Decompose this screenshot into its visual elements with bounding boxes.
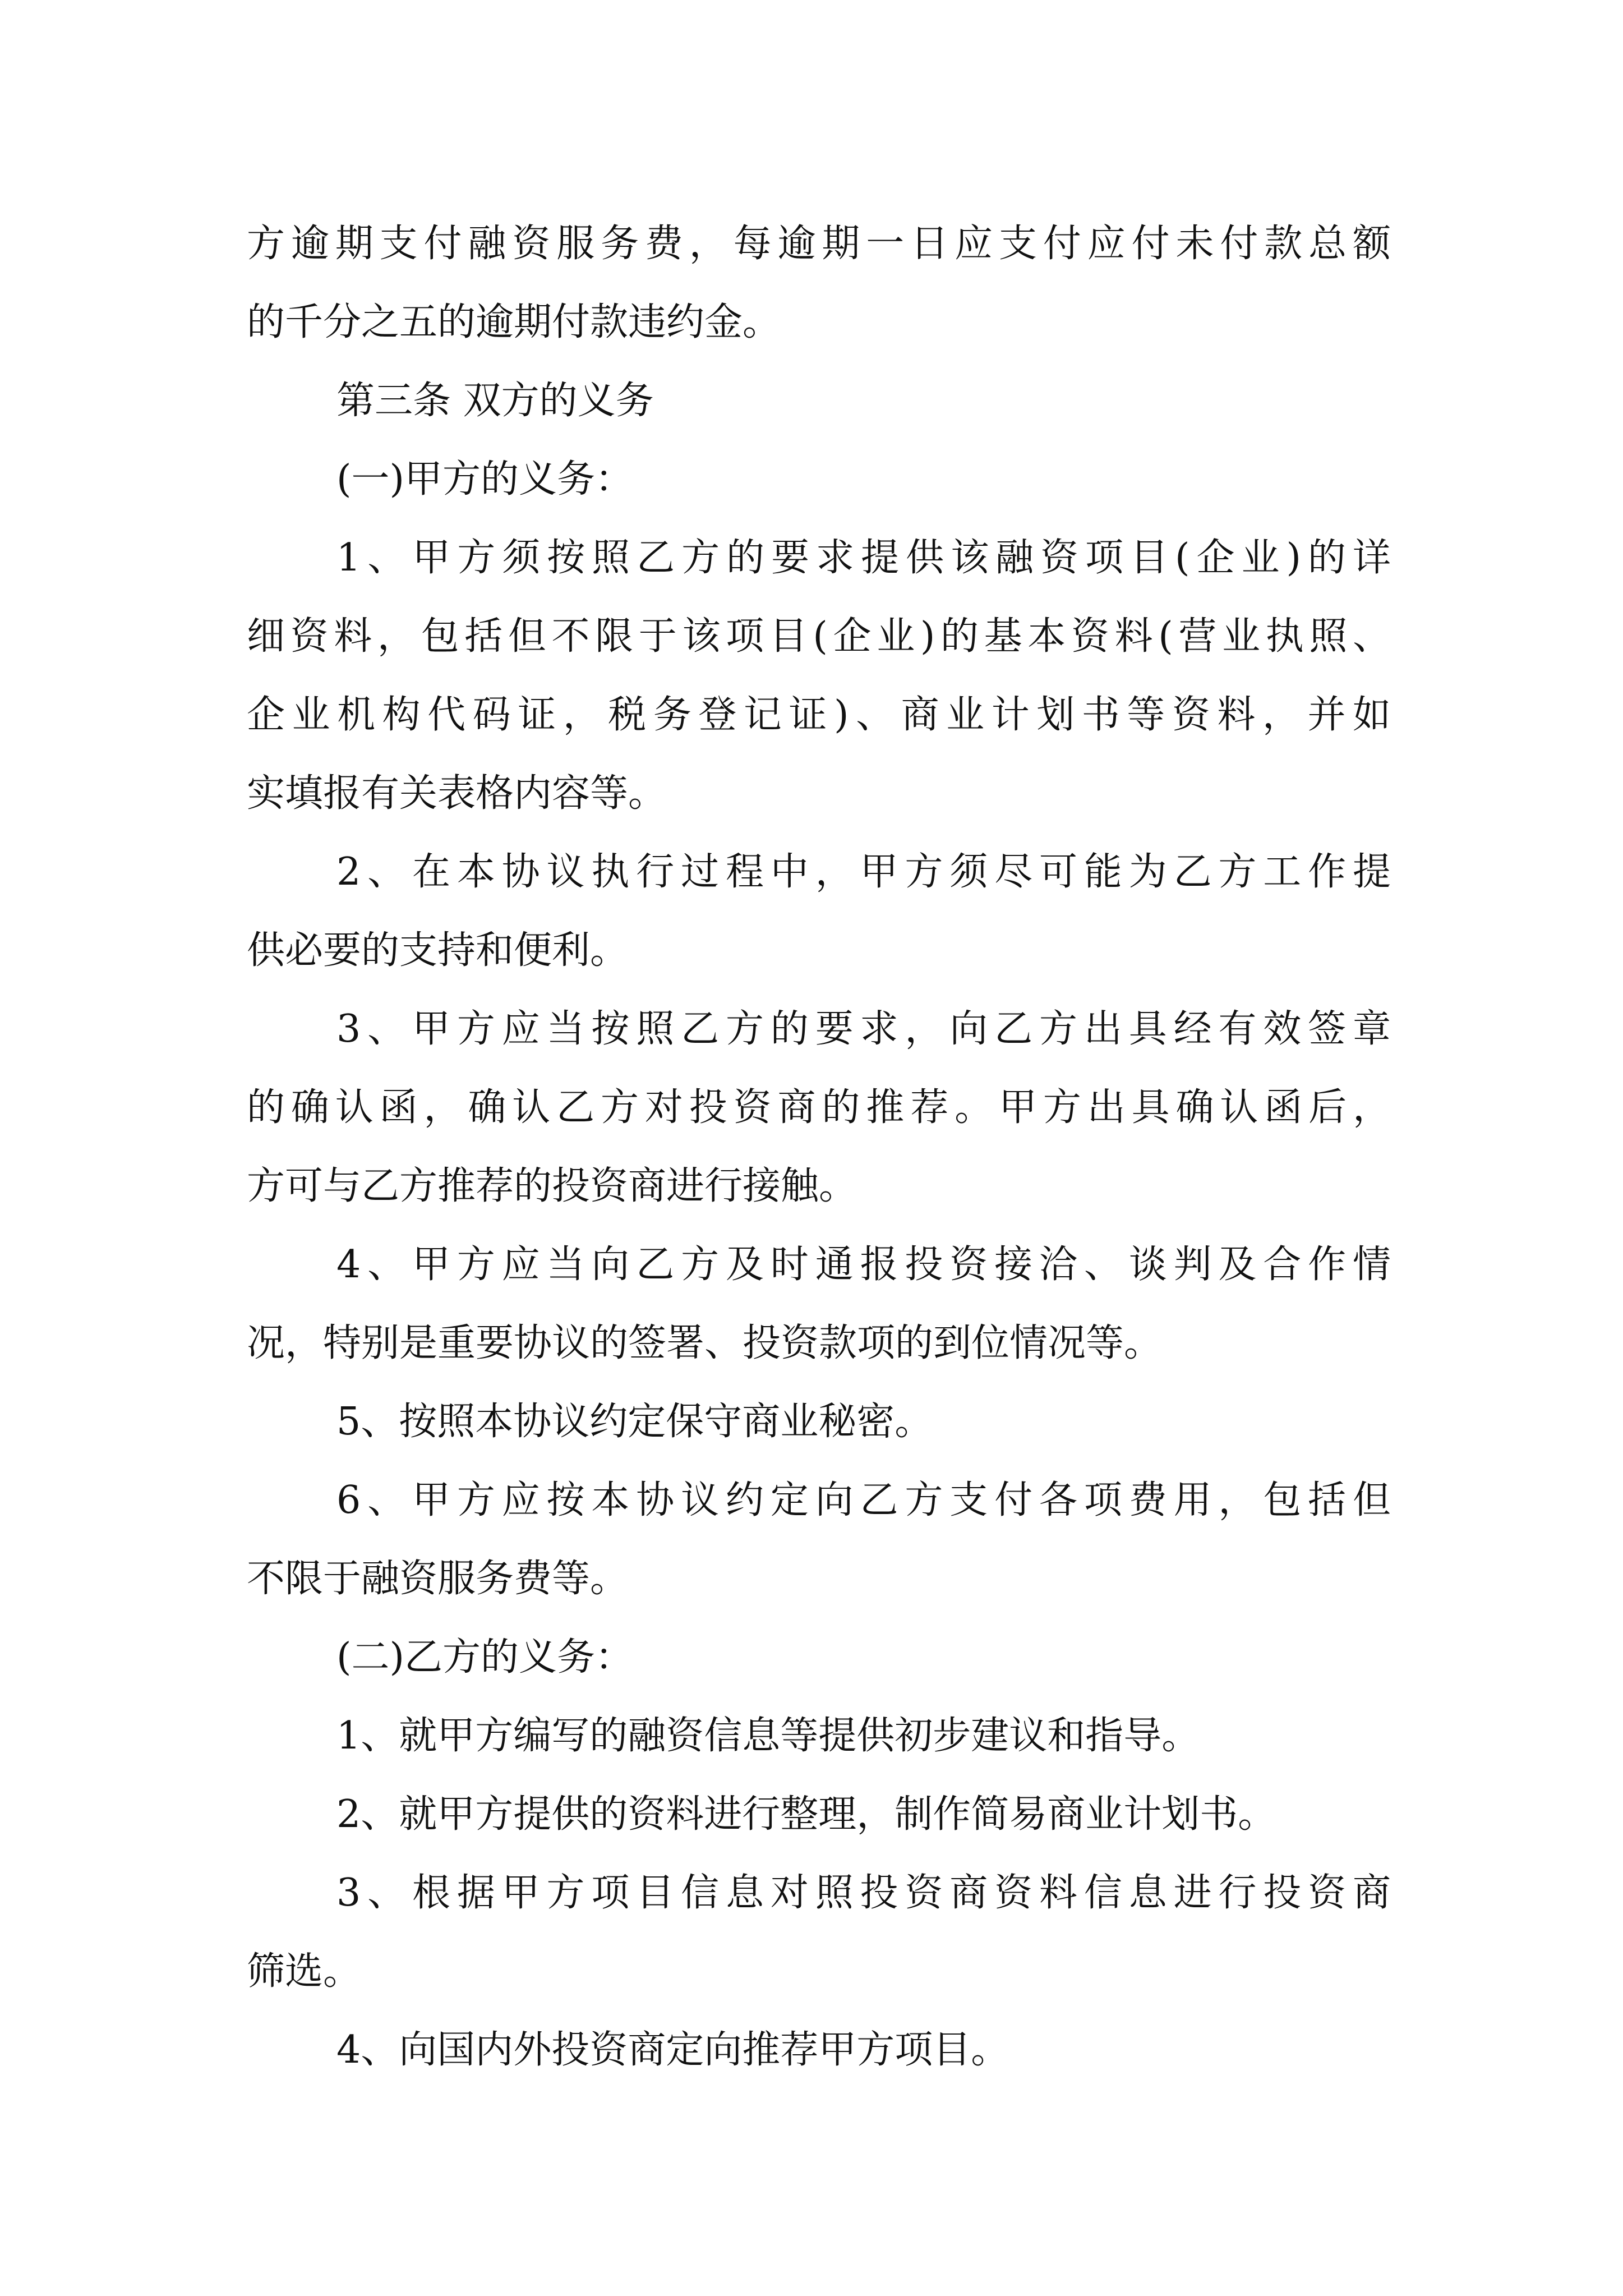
text-line: 3、甲方应当按照乙方的要求，向乙方出具经有效签章: [336, 1007, 1391, 1051]
text-line: 方可与乙方推荐的投资商进行接触。: [247, 1164, 857, 1208]
text-line: 不限于融资服务费等。: [247, 1557, 629, 1601]
text-line: 4、向国内外投资商定向推荐甲方项目。: [336, 2028, 1009, 2072]
subsection-heading: (二)乙方的义务：: [336, 1635, 634, 1680]
section-heading: 第三条 双方的义务: [336, 379, 654, 423]
text-line: 1、甲方须按照乙方的要求提供该融资项目(企业)的详: [336, 536, 1391, 580]
text-line: 的确认函，确认乙方对投资商的推荐。甲方出具确认函后，: [247, 1085, 1391, 1130]
text-line: 4、甲方应当向乙方及时通报投资接洽、谈判及合作情: [336, 1243, 1391, 1287]
text-line: 供必要的支持和便利。: [247, 928, 629, 973]
text-line: 2、就甲方提供的资料进行整理，制作简易商业计划书。: [336, 1792, 1276, 1837]
text-line: 筛选。: [247, 1949, 362, 1994]
text-line: 细资料，包括但不限于该项目(企业)的基本资料(营业执照、: [247, 614, 1391, 659]
text-line: 的千分之五的逾期付款违约金。: [247, 300, 781, 344]
text-line: 5、按照本协议约定保守商业秘密。: [336, 1400, 933, 1444]
subsection-heading: (一)甲方的义务：: [336, 457, 634, 501]
text-line: 6、甲方应按本协议约定向乙方支付各项费用，包括但: [336, 1478, 1391, 1522]
text-line: 1、就甲方编写的融资信息等提供初步建议和指导。: [336, 1714, 1200, 1758]
text-line: 方逾期支付融资服务费，每逾期一日应支付应付未付款总额: [247, 222, 1391, 266]
text-line: 3、根据甲方项目信息对照投资商资料信息进行投资商: [336, 1871, 1391, 1915]
text-line: 实填报有关表格内容等。: [247, 771, 667, 816]
text-line: 企业机构代码证，税务登记证)、商业计划书等资料，并如: [247, 693, 1391, 737]
text-line: 2、在本协议执行过程中，甲方须尽可能为乙方工作提: [336, 850, 1391, 894]
text-line: 况，特别是重要协议的签署、投资款项的到位情况等。: [247, 1321, 1163, 1365]
